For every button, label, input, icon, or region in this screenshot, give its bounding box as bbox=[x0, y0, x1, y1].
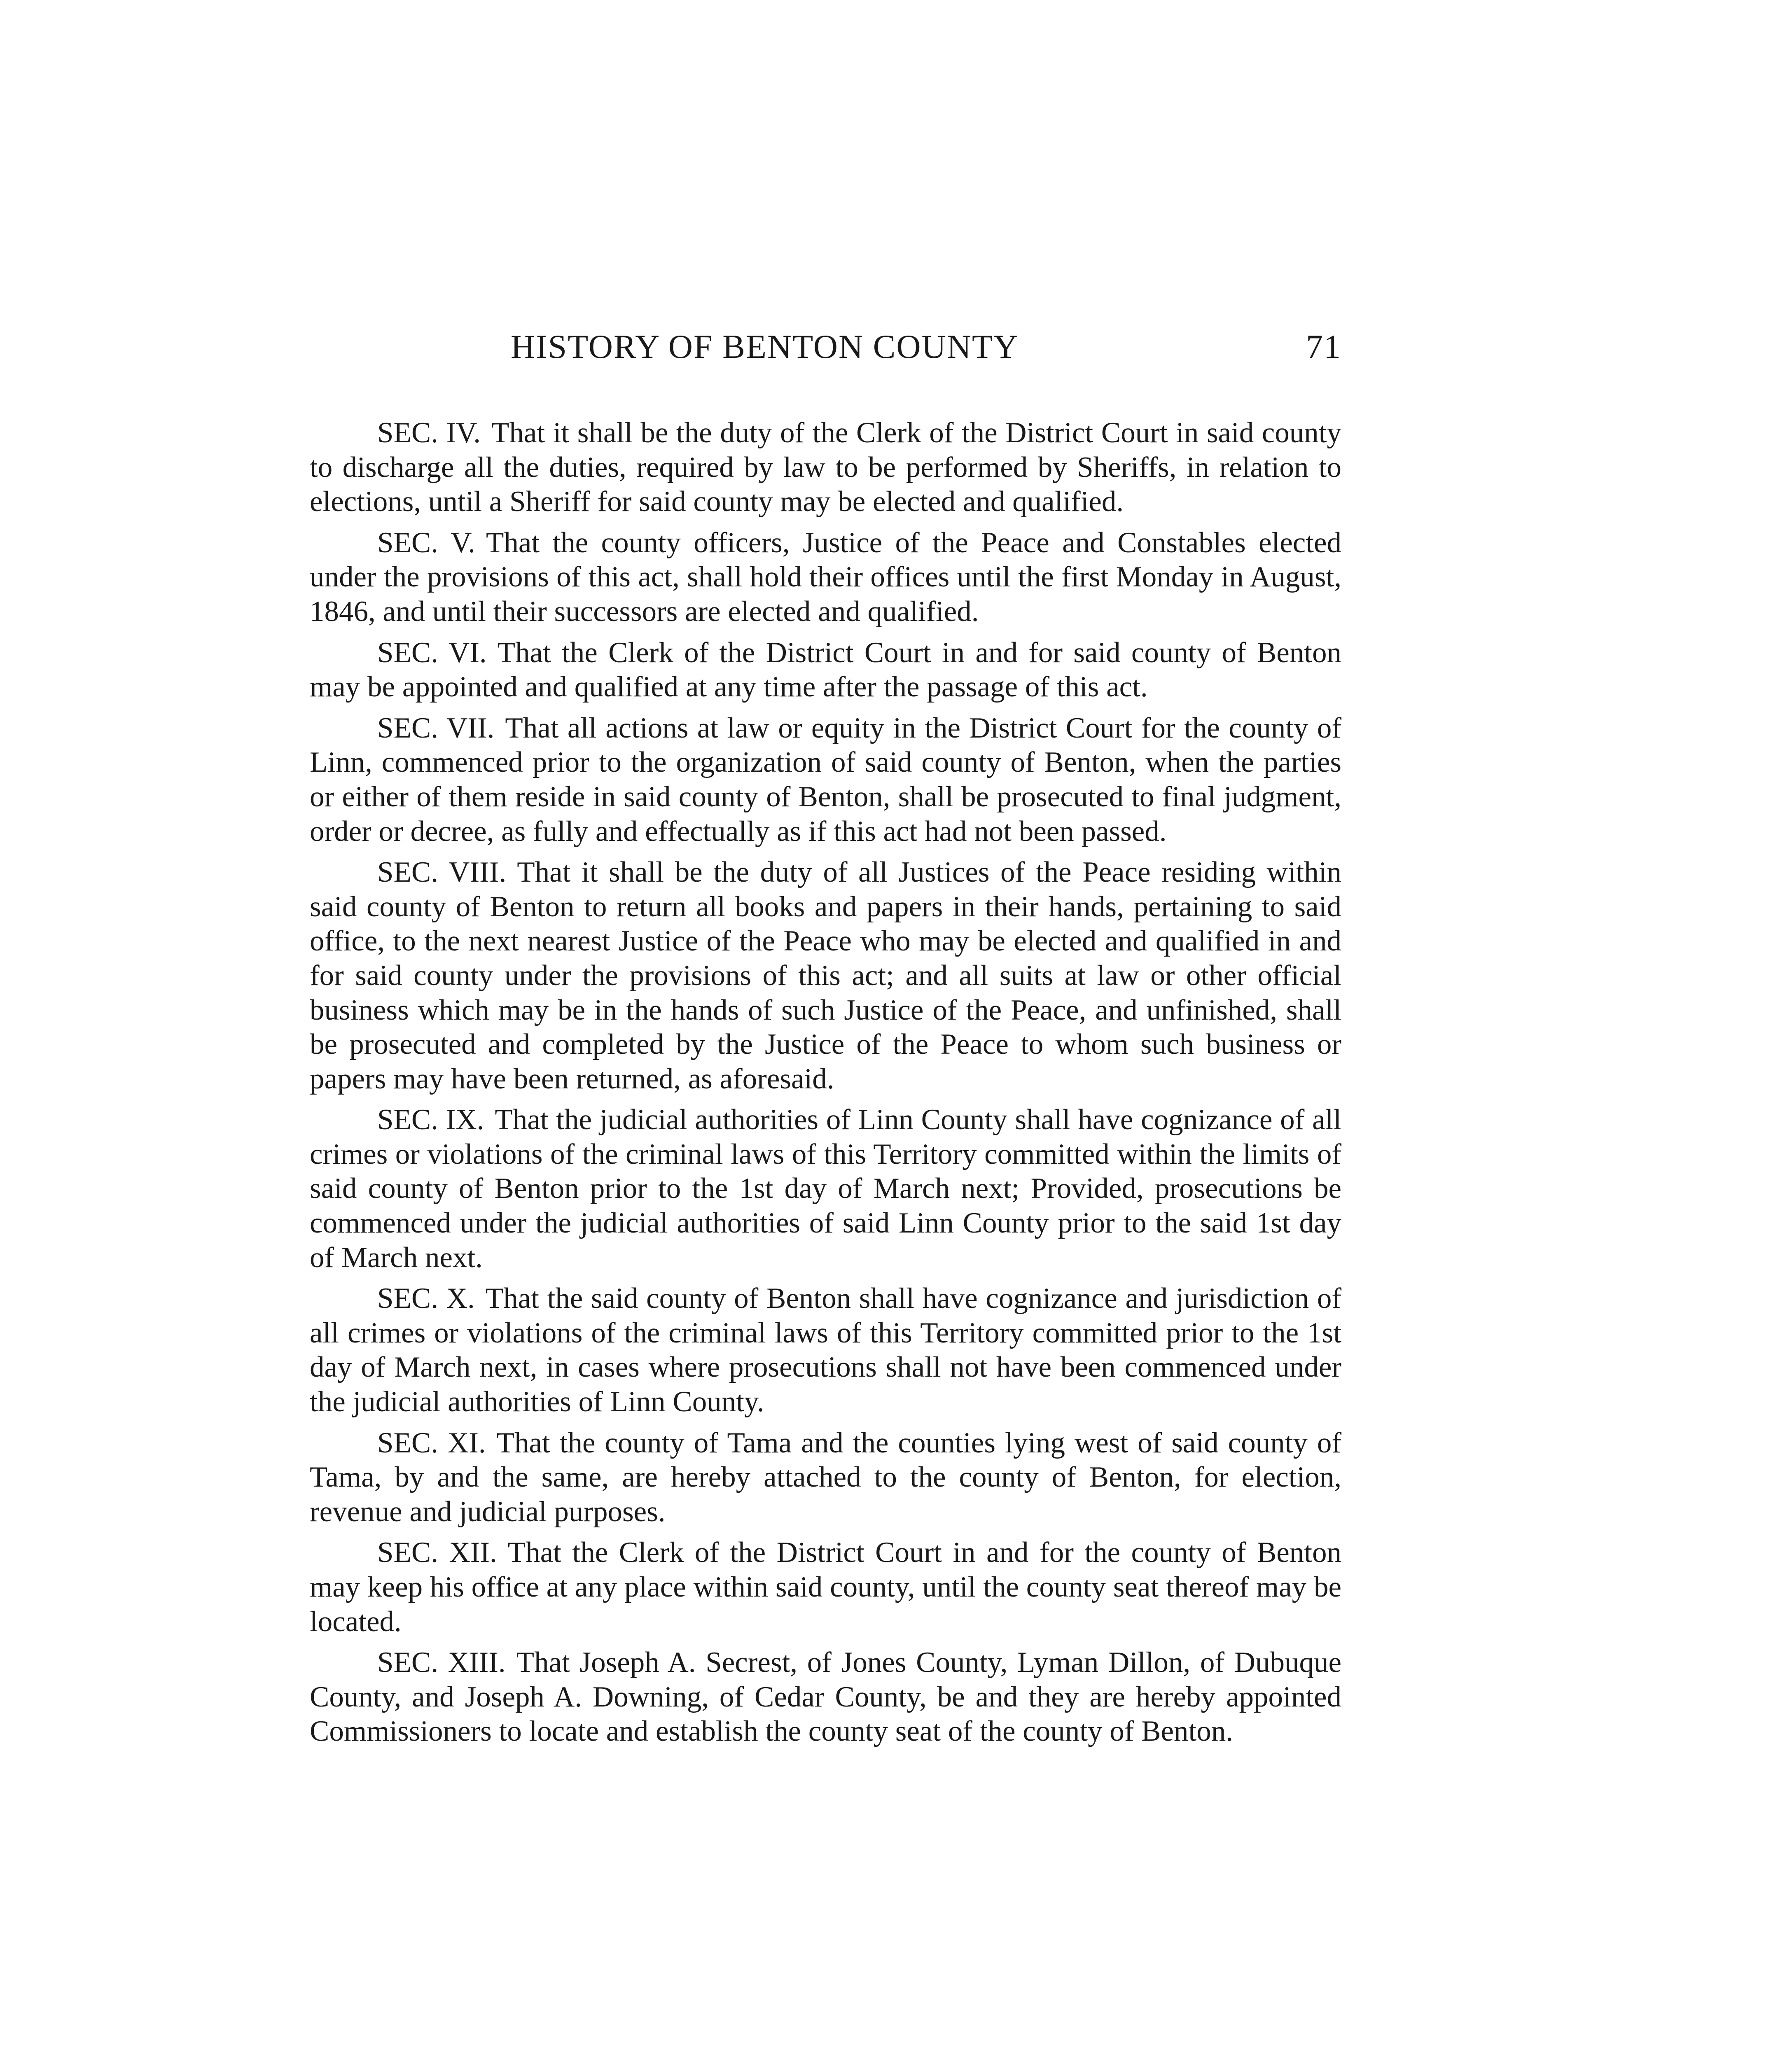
section-label: SEC. IX. bbox=[377, 1104, 484, 1136]
section-vii bbox=[310, 711, 1341, 849]
section-label: SEC. XI. bbox=[377, 1426, 486, 1459]
section-x bbox=[310, 1282, 1341, 1419]
section-vi bbox=[310, 636, 1341, 705]
running-title: HISTORY OF BENTON COUNTY bbox=[511, 328, 1019, 365]
section-xii bbox=[310, 1536, 1341, 1639]
section-text: That it shall be the duty of all Justices of the Peace residing within said county of Benton to return all books and papers in their hands, pertaining to said office, to the next nearest Justice of the Peace who may be elected and qualified in and for said county under the provisions of this act; and all suits at law or other official business which may be in the hands of such Justice of the Peace, and unfinished, shall be prosecuted and completed by the Justice of the Peace to whom such business or papers may have been returned, as aforesaid. bbox=[310, 856, 1341, 1095]
section-iv bbox=[310, 416, 1341, 519]
section-label: SEC. VIII. bbox=[377, 856, 507, 889]
running-header bbox=[310, 327, 1341, 373]
section-label: SEC. XIII. bbox=[377, 1646, 506, 1679]
section-text: That Joseph A. Secrest, of Jones County, Lyman Dillon, of Dubuque County, and Joseph A. Downing, of Cedar County, be and they are hereby appointed Commissioners to locate and establish the county seat of the county of Benton. bbox=[310, 1646, 1342, 1748]
section-text: That the said county of Benton shall have cognizance and jurisdiction of all crimes or violations of the criminal laws of this Territory committed prior to the 1st day of March next, in cases where prosecutions shall not have been commenced under the judicial authorities of Linn County. bbox=[310, 1282, 1341, 1418]
section-label: SEC. XII. bbox=[377, 1536, 497, 1569]
section-viii bbox=[310, 855, 1341, 1096]
section-label: SEC. VI. bbox=[377, 636, 487, 669]
section-label: SEC. VII. bbox=[377, 712, 495, 744]
section-label: SEC. V. bbox=[377, 526, 475, 559]
section-label: SEC. IV. bbox=[377, 417, 481, 449]
section-xiii bbox=[310, 1646, 1341, 1749]
section-text: That it shall be the duty of the Clerk of the District Court in said county to discharge all the duties, required by law to be performed by Sheriffs, in relation to elections, until a Sheriff for said county may be elected and qualified. bbox=[310, 417, 1341, 518]
section-text: That the judicial authorities of Linn County shall have cognizance of all crimes or violations of the criminal laws of this Territory committed within the limits of said county of Benton prior to the 1st day of March next; Provided, prosecutions be commenced under the judicial authorities of said Linn County prior to the said 1st day of March next. bbox=[310, 1104, 1341, 1274]
section-text: That the Clerk of the District Court in and for said county of Benton may be appointed and qualified at any time after the passage of this act. bbox=[310, 636, 1341, 703]
section-text: That the Clerk of the District Court in and for the county of Benton may keep his office at any place within said county, until the county seat thereof may be located. bbox=[310, 1536, 1341, 1638]
section-text: That the county officers, Justice of the Peace and Constables elected under the provisions of this act, shall hold their offices until the first Monday in August, 1846, and until their successors are elected and qualified. bbox=[310, 526, 1341, 628]
section-text: That all actions at law or equity in the District Court for the county of Linn, commenced prior to the organization of said county of Benton, when the parties or either of them reside in said county of Benton, shall be prosecuted to final judgment, order or decree, as fully and effectually as if this act had not been passed. bbox=[310, 712, 1341, 847]
section-ix bbox=[310, 1103, 1341, 1275]
section-v bbox=[310, 526, 1341, 629]
section-xi bbox=[310, 1426, 1341, 1529]
page-number: 71 bbox=[1306, 328, 1341, 365]
section-label: SEC. X. bbox=[377, 1282, 475, 1315]
section-text: That the county of Tama and the counties lying west of said county of Tama, by and the same, are hereby attached to the county of Benton, for election, revenue and judicial purposes. bbox=[310, 1426, 1341, 1528]
page-body bbox=[310, 416, 1341, 1756]
